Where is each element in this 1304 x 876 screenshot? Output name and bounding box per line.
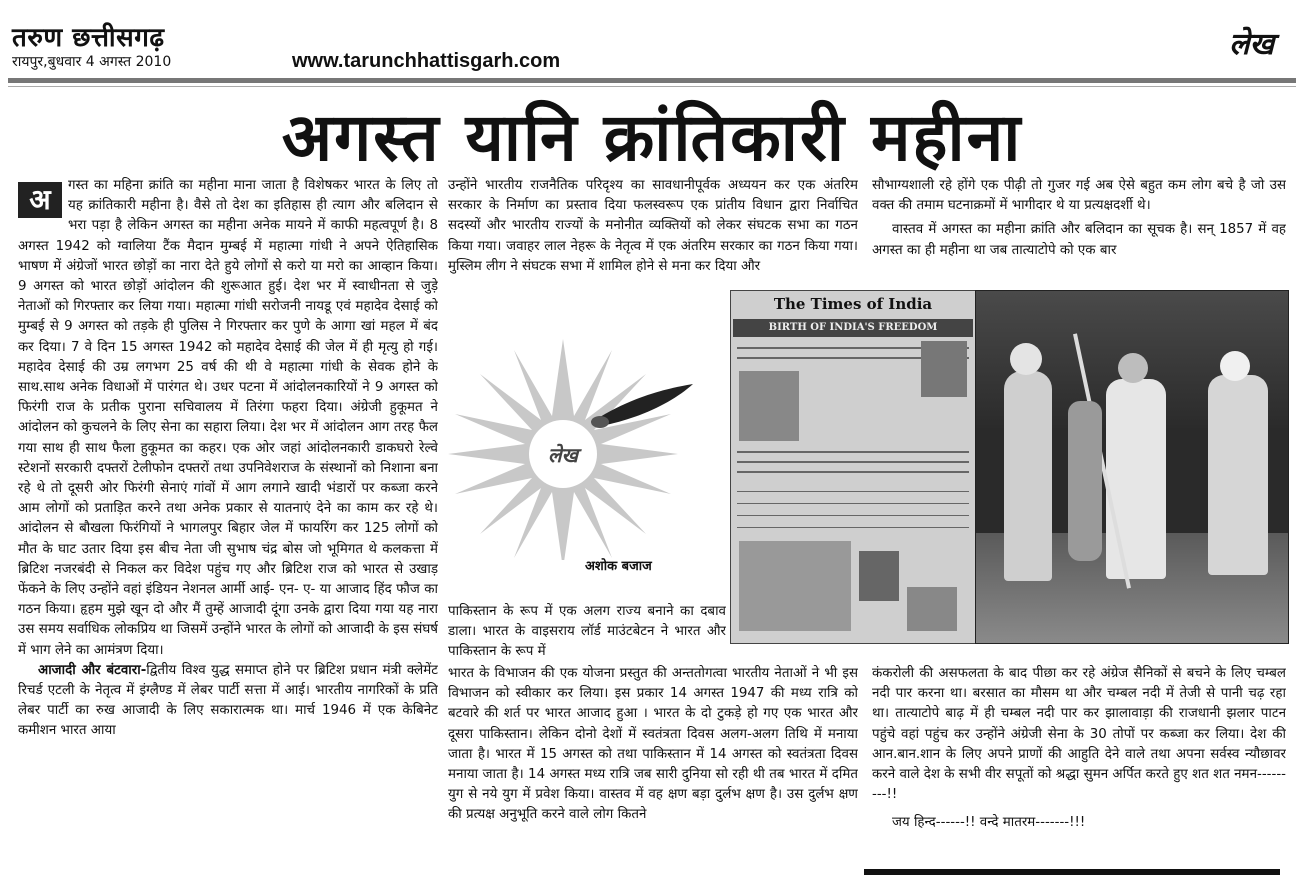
lekh-logo bbox=[445, 320, 705, 560]
col1-paragraph-2 bbox=[18, 661, 438, 742]
col1-paragraph-1 bbox=[18, 176, 438, 661]
column-2-middle bbox=[448, 602, 726, 662]
author-name: अशोक बजाज bbox=[585, 559, 652, 574]
headline: अगस्त यानि क्रांतिकारी महीना bbox=[281, 99, 1023, 176]
gandhi-march-photo bbox=[975, 290, 1289, 644]
col3-text-bottom: कंकरोली की असफलता के बाद पीछा कर रहे अंग्रेज सैनिकों से बचने के लिए चम्बल नदी पार करना था। बरसात का मौसम था और चम्बल नदी में तेजी से पानी चढ़ रहा था। तात्याटोपे बाढ़ में ही चम्बल नदी पार कर झालावाड़ा की राजधानी झलार पाटन पहुंचे वहां पहुंच कर उन्होंने अंग्रेजी सेना के 30 तोपों पर कब्जा कर लिया। देश की आन.बान.शान के लिए अपने प्राणों की आहुति देने वाले तथा अपना सर्वस्व न्यौछावर करने वाले देश के सभी वीर सपूतों को श्रद्धा सुमन अर्पित करते हुए शत शत नमन---------!! bbox=[872, 666, 1286, 803]
newspaper-masthead: The Times of India bbox=[773, 295, 933, 313]
header-rule bbox=[8, 78, 1296, 83]
col2-text-mid: पाकिस्तान के रूप में एक अलग राज्य बनाने का दबाव डाला। भारत के वाइसराय लॉर्ड माउंटबेटन ने भारत और पाकिस्तान के रूप में bbox=[448, 604, 726, 660]
col2-text-bottom: भारत के विभाजन की एक योजना प्रस्तुत की अन्ततोगत्वा भारतीय नेताओं ने भी इस विभाजन को स्वीकार कर लिया। इस प्रकार 14 अगस्त 1947 की मध्य रात्रि को बटवारे की शर्त पर भारत आजाद हुआ । भारत के दो टुकड़े हो गए एक भारत और दूसरा पाकिस्तान। लेकिन दोनो देशों में स्वतंत्रता दिवस अलग-अलग तिथि में मनाया जाता है। भारत में 15 अगस्त को तथा पाकिस्तान में 14 अगस्त को स्वतंत्रता दिवस मनाया जाता है। 14 अगस्त मध्य रात्रि जब सारी दुनिया सो रही थी तब भारत में दमित युग से नये युग में प्रवेश किया। वास्तव में वह क्षण बड़ा दुर्लभ क्षण है। उस दुर्लभ क्षण की प्रत्यक्ष अनुभूति करने वाले लोग कितने bbox=[448, 666, 858, 823]
newspaper-photo bbox=[730, 290, 976, 644]
column-2-top bbox=[448, 176, 858, 300]
website-url[interactable]: www.tarunchhattisgarh.com bbox=[292, 50, 561, 72]
logo-text: लेख bbox=[548, 443, 578, 467]
column-3-top bbox=[872, 176, 1286, 286]
column-3-bottom bbox=[872, 664, 1286, 864]
drop-cap: अ bbox=[18, 182, 62, 218]
col1-text-2: द्वितीय विश्व युद्ध समाप्त होने पर ब्रिटिश प्रधान मंत्री क्लेमेंट रिचर्ड एटली के नेतृत्व में इंग्लैण्ड में लेबर पार्टी सत्ता में आई। भारतीय नागरिकों के प्रति लेबर पार्टी का रुख आजादी के लिए सकारात्मक था। मार्च 1946 में एक केबिनेट कमीशन भारत आया bbox=[18, 662, 438, 739]
dateline: रायपुर,बुधवार 4 अगस्त 2010 bbox=[12, 54, 172, 70]
col3-text-top-1: सौभाग्यशाली रहे होंगे एक पीढ़ी तो गुजर गई अब ऐसे बहुत कम लोग बचे है जो उस वक्त की तमाम घटनाक्रमों में भागीदार थे या प्रत्यक्षदर्शी थे। bbox=[872, 178, 1286, 214]
column-2-bottom bbox=[448, 664, 858, 866]
header-rule-thin bbox=[8, 86, 1296, 87]
col2-text-top: उन्होंने भारतीय राजनैतिक परिदृश्य का सावधानीपूर्वक अध्ययन कर एक अंतरिम सरकार के निर्माण का प्रस्ताव दिया फलस्वरूप एक प्रांतीय विधान द्वारा निर्वाचित सदस्यों और भारतीय राज्यों के मनोनीत व्यक्तियों को लेकर संघटक सभा का गठन किया गया। जवाहर लाल नेहरू के नेतृत्व में एक अंतरिम सरकार का गठन किया गया। मुस्लिम लीग ने संघटक सभा में शामिल होने से मना कर दिया और bbox=[448, 178, 858, 274]
col3-text-top-2: वास्तव में अगस्त का महीना क्रांति और बलिदान का सूचक है। सन् 1857 में वह अगस्त का ही महीना था जब तात्याटोपे को एक बार bbox=[872, 222, 1286, 258]
subhead-azadi: आजादी और बंटवारा- bbox=[38, 662, 147, 678]
column-1 bbox=[18, 176, 438, 866]
section-label: लेख bbox=[1229, 27, 1274, 62]
col1-text-1: गस्त का महिना क्रांति का महीना माना जाता है विशेषकर भारत के लिए तो यह क्रांतिकारी महीना है। वैसे तो देश का इतिहास ही त्याग और बलिदान से भरा पड़ा है लेकिन अगस्त का महीना अनेक मायने में काफी महत्वपूर्ण है। 8 अगस्त 1942 को ग्वालिया टैंक मैदान मुम्बई में महात्मा गांधी ने अपने ऐतिहासिक भाषण में अंग्रेजों भारत छोड़ों का नारा देते हुये लोगों से करो या मरो का आव्हान किया। 9 अगस्त को भारत छोड़ों आंदोलन की शुरूआत हुई। देश भर में स्वाधीनता से जुड़े नेताओं को गिरफ्तार कर लिया गया। महात्मा गांधी सरोजनी नायडू एवं महादेव देसाई को मुम्बई से 9 अगस्त को तड़के ही पुलिस ने गिरफ्तार कर पुणे के आगा खां महल में बंद कर दिया। 7 वे दिन 15 अगस्त 1942 को महादेव देसाई की जेल में ही मृत्यु हो गई। महादेव देसाई की उम्र लगभग 25 वर्ष की थी वे महात्मा गांधी के सेवक होने के साथ.साथ अनेक विधाओं में पारंगत थे। उधर पटना में आंदोलनकारियों ने 9 अगस्त को फिरंगी राज के प्रतीक पुराना सचिवालय में तिरंगा फहरा दिया। अंग्रेजी हुकूमत ने आंदोलन को कुचलने के लिए सेना का सहारा लिया। देश भर में आंदोलन आग तरह फैल गया साथ ही साथ फैला हुकूमत का कहर। एक ओर जहां आंदोलनकारी डाकघरो रेल्वे स्टेशनों सरकारी दफ्तरों टेलीफोन दफ्तरों तथा उपनिवेशराज के संस्थानों को निशाना बना रहे थे तो दूसरी ओर फिरंगी सेनाएं गांवों में आग लगाने खादी भंडारों पर कब्जा करने आम लोगों को प्रताड़ित करने तथा अनेक प्रकार से यातनाएं देने का काम कर रहे थे। आंदोलन से बौखला फिरंगियों ने भागलपुर बिहार जेल में फायरिंग कर 125 लोगों को मौत के घाट उतार दिया इस बीच नेता जी सुभाष चंद्र बोस जो भूमिगत थे कलकत्ता में ब्रिटिश नजरबंदी से निकल कर विदेश पहुंच गए और ब्रिटिश राज को भारत से उखाड़ फेंकने के लिए उन्होंने वहां इंडियन नेशनल आर्मी आई- एन- ए- या आजाद हिंद फौज का गठन किया। हृहम मुझे खून दो और मैं तुम्हें आजादी दूंगा उनके द्वारा दिया गया यह नारा उस समय सर्वाधिक लोकप्रिय था जिसमें उन्होंने भारत के लोगों को आजादी के इस संघर्ष में भाग लेने का आमंत्रण दिया। bbox=[18, 178, 438, 658]
newspaper-banner: BIRTH OF INDIA'S FREEDOM bbox=[733, 319, 973, 337]
masthead: तरुण छत्तीसगढ़ bbox=[12, 23, 165, 53]
col3-closing: जय हिन्द------!! वन्दे मातरम-------!!! bbox=[892, 815, 1086, 831]
footer-bar bbox=[864, 869, 1280, 875]
